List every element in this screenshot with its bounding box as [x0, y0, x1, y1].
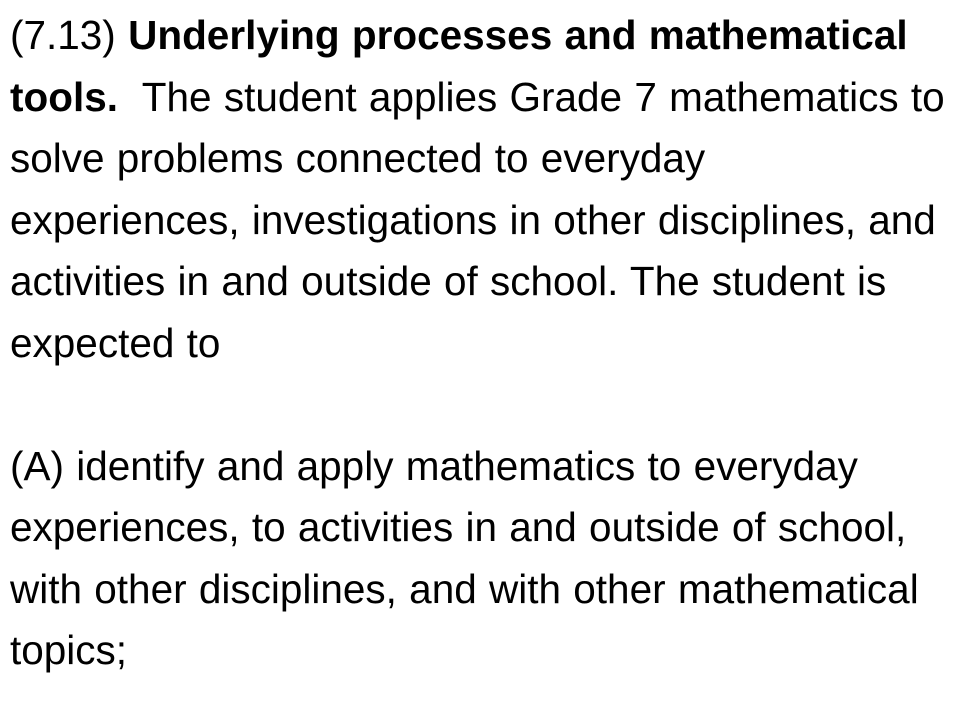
paragraph-spacer: [10, 374, 945, 436]
item-a-paragraph: (A) identify and apply mathematics to everyday experiences, to activities in and outside of school, with other disciplines, and with other mathematical topics;: [10, 442, 919, 673]
standard-description: The student applies Grade 7 mathematics to solve problems connected to everyday experiences, investigations in other disciplines, and activities in and outside of school. The student is expected to: [10, 73, 945, 366]
standard-text-block: [10, 5, 945, 682]
standard-number: (7.13): [10, 12, 116, 58]
standard-title: Underlying processes and mathematical tools.: [10, 12, 908, 120]
standard-paragraph: [10, 5, 945, 374]
